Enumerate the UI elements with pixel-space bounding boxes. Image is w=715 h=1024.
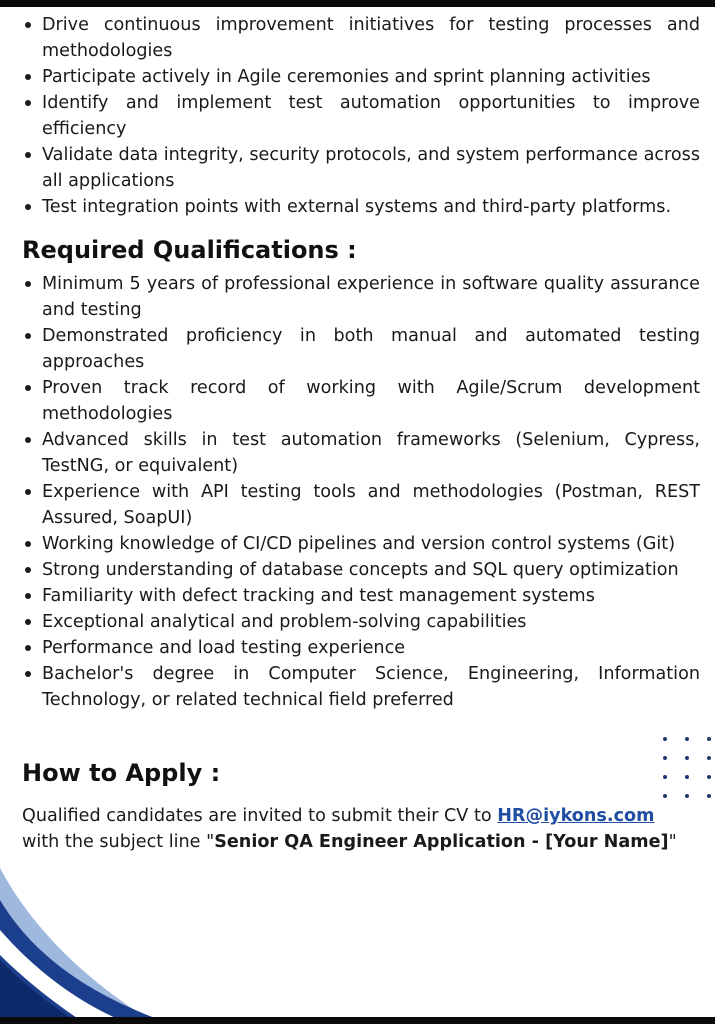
dot-icon [663, 794, 667, 798]
list-item: Minimum 5 years of professional experience in software quality assurance and testing [22, 271, 700, 323]
subject-suffix-text: " [668, 832, 677, 852]
list-item: Familiarity with defect tracking and test management systems [22, 583, 700, 609]
dot-icon [685, 756, 689, 760]
dot-icon [685, 775, 689, 779]
list-item: Experience with API testing tools and methodologies (Postman, REST Assured, SoapUI) [22, 479, 700, 531]
responsibilities-list [22, 12, 700, 220]
list-item: Performance and load testing experience [22, 635, 700, 661]
dot-icon [707, 775, 711, 779]
email-link[interactable]: HR@iykons.com [497, 806, 655, 826]
list-item: Bachelor's degree in Computer Science, Engineering, Information Technology, or related technical field preferred [22, 661, 700, 713]
list-item: Strong understanding of database concepts and SQL query optimization [22, 557, 700, 583]
bottom-edge-bar [0, 1017, 715, 1024]
list-item: Working knowledge of CI/CD pipelines and version control systems (Git) [22, 531, 700, 557]
apply-instructions [22, 803, 700, 855]
apply-intro-text: Qualified candidates are invited to submit their CV to [22, 806, 498, 826]
dot-icon [663, 775, 667, 779]
list-item: Test integration points with external systems and third-party platforms. [22, 194, 700, 220]
list-item: Demonstrated proficiency in both manual and automated testing approaches [22, 323, 700, 375]
list-item: Identify and implement test automation opportunities to improve efficiency [22, 90, 700, 142]
list-item: Drive continuous improvement initiatives for testing processes and methodologies [22, 12, 700, 64]
list-item: Exceptional analytical and problem-solving capabilities [22, 609, 700, 635]
dot-icon [707, 737, 711, 741]
list-item: Validate data integrity, security protocols, and system performance across all applications [22, 142, 700, 194]
dot-icon [663, 737, 667, 741]
top-edge-bar [0, 0, 715, 7]
subject-prefix-text: with the subject line " [22, 832, 215, 852]
apply-heading: How to Apply : [22, 759, 221, 787]
qualifications-list [22, 271, 700, 713]
list-item: Advanced skills in test automation frameworks (Selenium, Cypress, TestNG, or equivalent) [22, 427, 700, 479]
dot-icon [707, 756, 711, 760]
dot-icon [685, 737, 689, 741]
dot-icon [663, 756, 667, 760]
qualifications-heading: Required Qualifications : [22, 236, 357, 264]
decorative-dot-grid [663, 737, 715, 799]
list-item: Proven track record of working with Agile/Scrum development methodologies [22, 375, 700, 427]
decorative-wave-corner [0, 860, 715, 1020]
job-posting-content [22, 12, 700, 855]
subject-line-text: Senior QA Engineer Application - [Your Name] [214, 832, 669, 852]
list-item: Participate actively in Agile ceremonies and sprint planning activities [22, 64, 700, 90]
dot-icon [707, 794, 711, 798]
dot-icon [685, 794, 689, 798]
